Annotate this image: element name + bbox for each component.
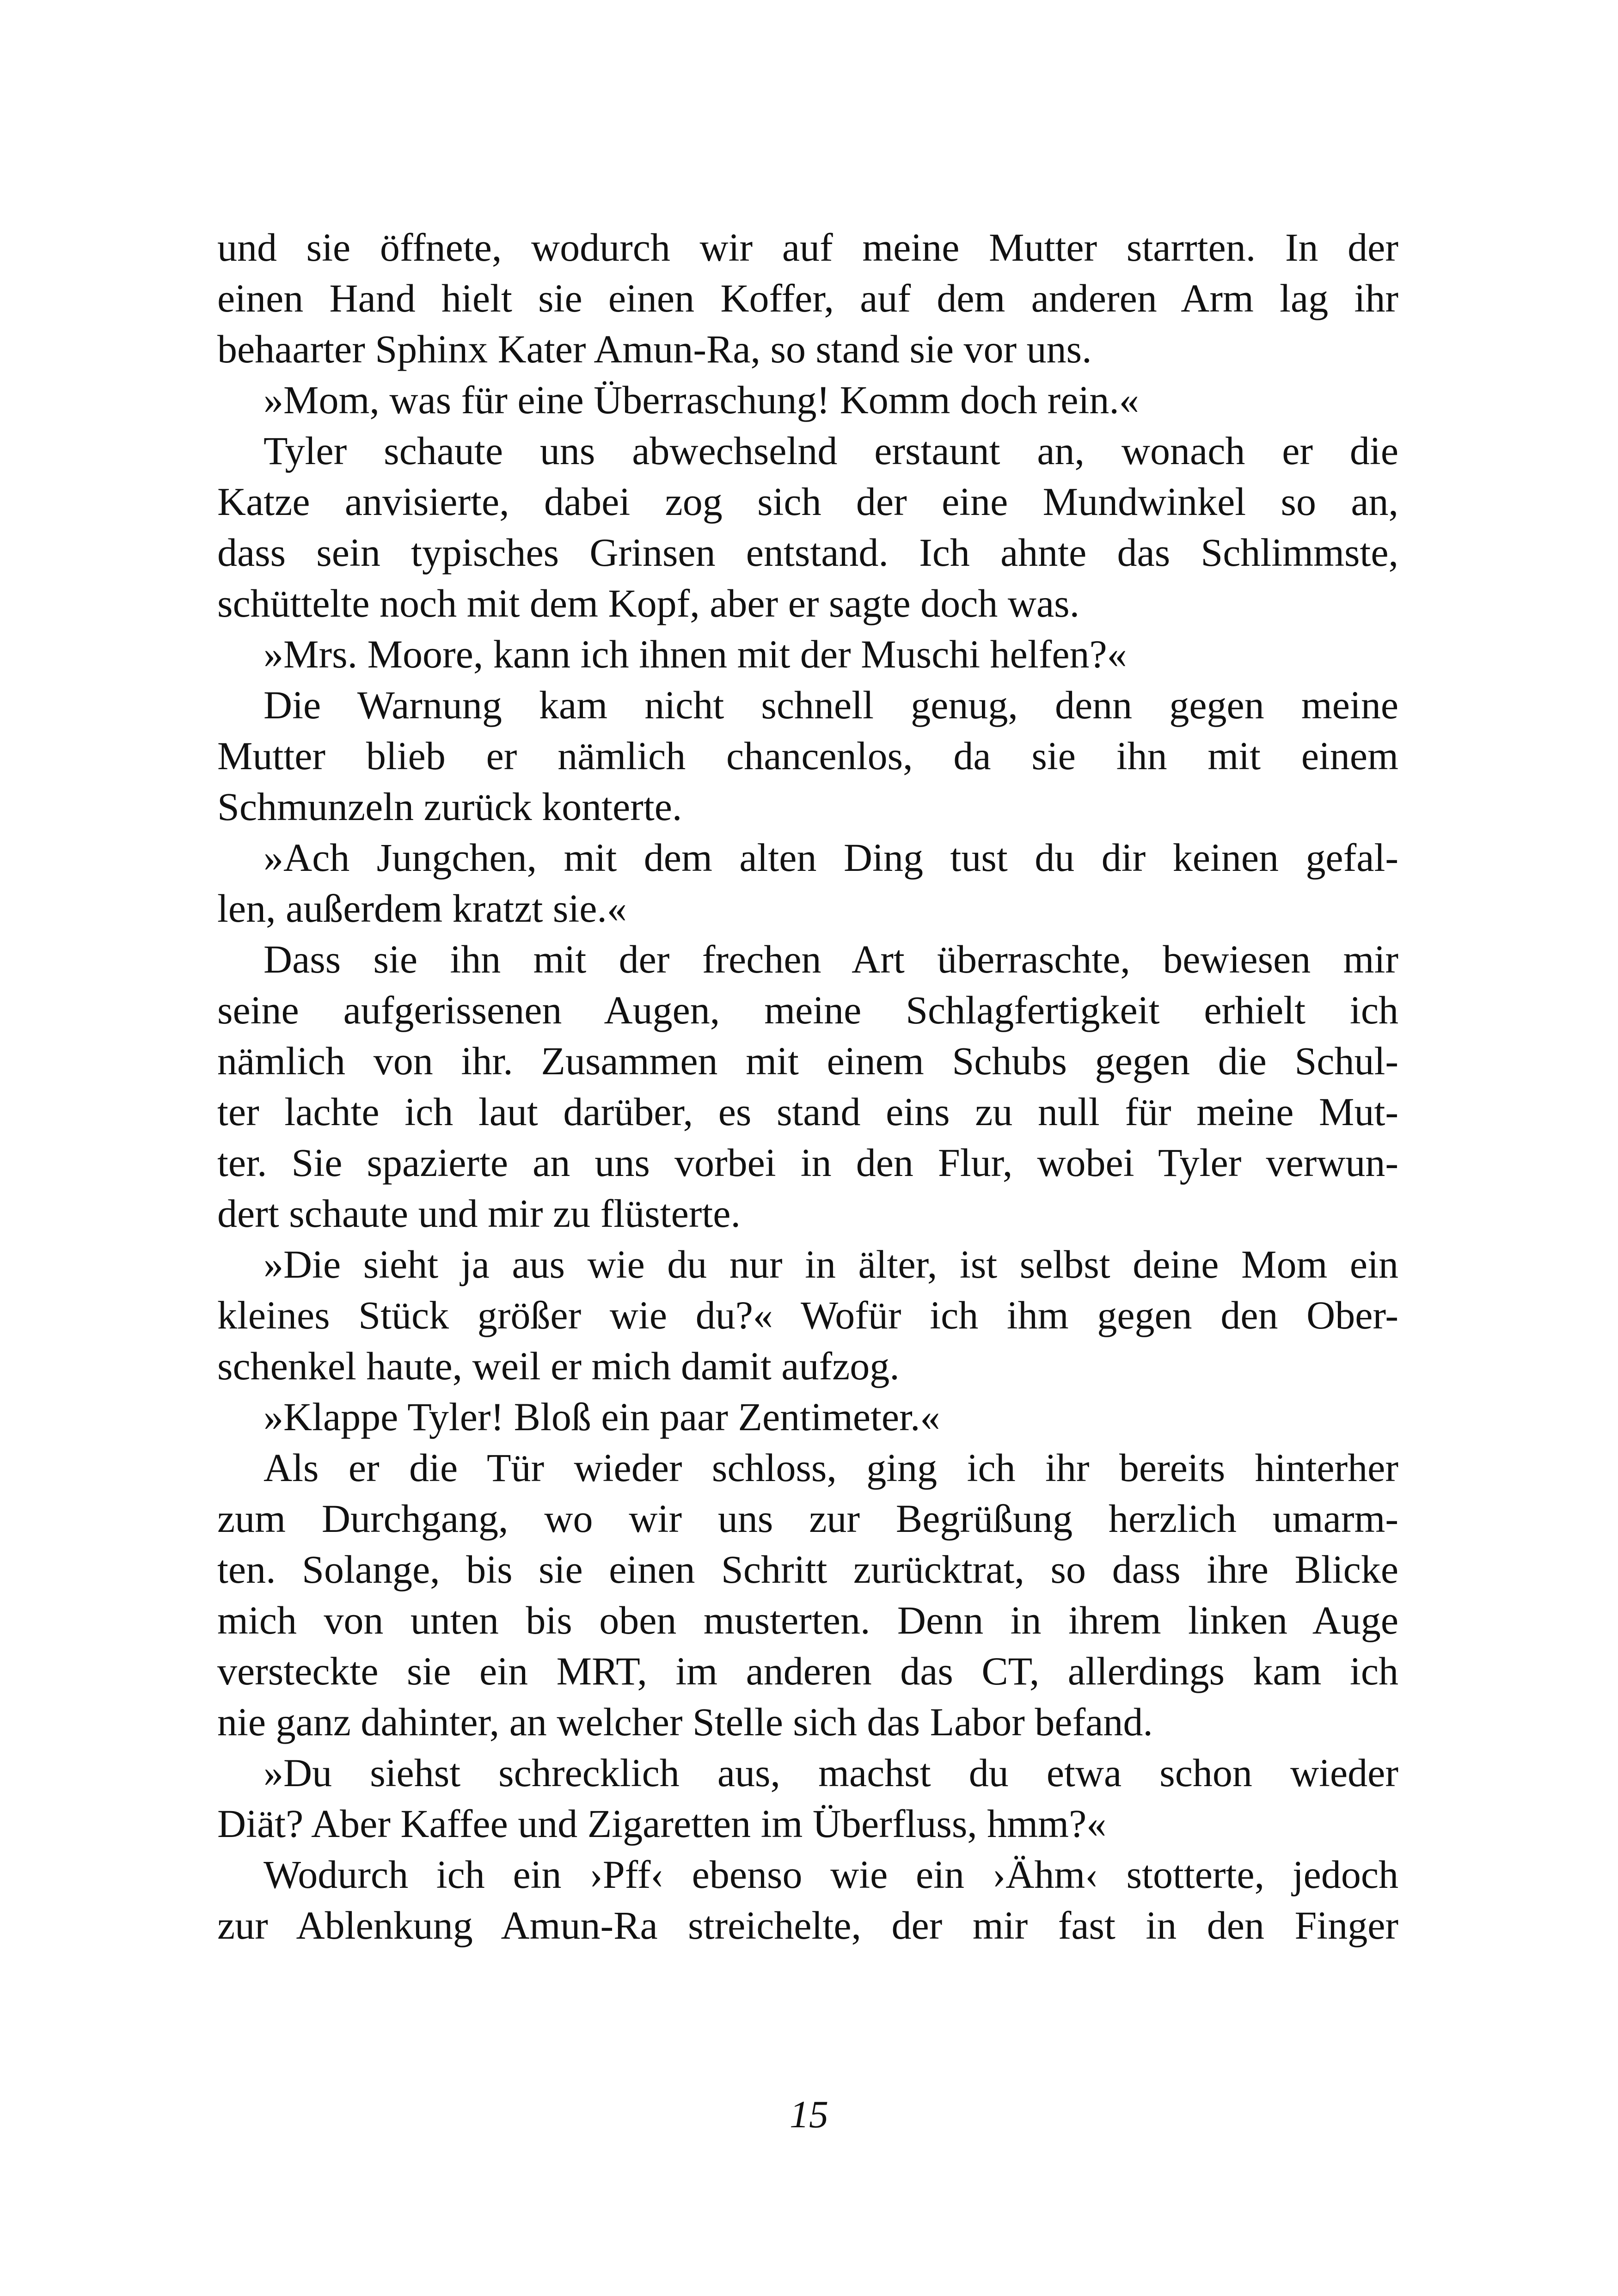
- text-line: len, außerdem kratzt sie.«: [217, 886, 627, 931]
- text-line: nämlich von ihr. Zusammen mit einem Schubs gegen die Schul-: [217, 1039, 1398, 1083]
- text-line: nie ganz dahinter, an welcher Stelle sich das Labor befand.: [217, 1700, 1153, 1744]
- text-line: ten. Solange, bis sie einen Schritt zurücktrat, so dass ihre Blicke: [217, 1547, 1398, 1592]
- text-line: einen Hand hielt sie einen Koffer, auf dem anderen Arm lag ihr: [217, 276, 1398, 320]
- text-line: »Du siehst schrecklich aus, machst du etwa schon wieder: [264, 1751, 1398, 1795]
- text-line: kleines Stück größer wie du?« Wofür ich ihm gegen den Ober-: [217, 1293, 1398, 1337]
- text-line: Schmunzeln zurück konterte.: [217, 784, 682, 829]
- text-line: Tyler schaute uns abwechselnd erstaunt an, wonach er die: [264, 429, 1398, 473]
- text-line: »Ach Jungchen, mit dem alten Ding tust du dir keinen gefal-: [264, 835, 1398, 880]
- text-line: ter lachte ich laut darüber, es stand eins zu null für meine Mut-: [217, 1090, 1398, 1134]
- body-text: [217, 0, 1398, 2080]
- text-line: dert schaute und mir zu flüsterte.: [217, 1191, 741, 1236]
- text-line: Dass sie ihn mit der frechen Art überraschte, bewiesen mir: [264, 937, 1398, 981]
- text-line: seine aufgerissenen Augen, meine Schlagfertigkeit erhielt ich: [217, 988, 1398, 1032]
- text-line: dass sein typisches Grinsen entstand. Ich ahnte das Schlimmste,: [217, 530, 1398, 575]
- text-line: »Klappe Tyler! Bloß ein paar Zentimeter.«: [264, 1395, 940, 1439]
- text-line: versteckte sie ein MRT, im anderen das CT, allerdings kam ich: [217, 1649, 1398, 1693]
- text-line: Katze anvisierte, dabei zog sich der eine Mundwinkel so an,: [217, 479, 1398, 524]
- page-number: 15: [790, 2093, 828, 2136]
- text-line: und sie öffnete, wodurch wir auf meine Mutter starrten. In der: [217, 225, 1398, 269]
- text-line: »Mrs. Moore, kann ich ihnen mit der Muschi helfen?«: [264, 632, 1127, 676]
- text-line: Als er die Tür wieder schloss, ging ich ihr bereits hinterher: [264, 1445, 1398, 1490]
- text-line: zur Ablenkung Amun-Ra streichelte, der mir fast in den Finger: [217, 1903, 1398, 1947]
- text-line: Die Warnung kam nicht schnell genug, denn gegen meine: [264, 683, 1398, 727]
- text-line: »Die sieht ja aus wie du nur in älter, ist selbst deine Mom ein: [264, 1242, 1398, 1286]
- text-line: schüttelte noch mit dem Kopf, aber er sagte doch was.: [217, 581, 1080, 625]
- text-line: »Mom, was für eine Überraschung! Komm doch rein.«: [264, 378, 1139, 422]
- text-line: ter. Sie spazierte an uns vorbei in den Flur, wobei Tyler verwun-: [217, 1140, 1398, 1185]
- text-line: Mutter blieb er nämlich chancenlos, da sie ihn mit einem: [217, 734, 1398, 778]
- text-line: mich von unten bis oben musterten. Denn in ihrem linken Auge: [217, 1598, 1398, 1642]
- text-line: Diät? Aber Kaffee und Zigaretten im Überfluss, hmm?«: [217, 1801, 1107, 1846]
- text-line: Wodurch ich ein ›Pff‹ ebenso wie ein ›Ähm‹ stotterte, jedoch: [264, 1852, 1398, 1897]
- text-line: behaarter Sphinx Kater Amun-Ra, so stand sie vor uns.: [217, 327, 1092, 371]
- text-line: zum Durchgang, wo wir uns zur Begrüßung herzlich umarm-: [217, 1496, 1398, 1541]
- text-line: schenkel haute, weil er mich damit aufzog.: [217, 1344, 900, 1388]
